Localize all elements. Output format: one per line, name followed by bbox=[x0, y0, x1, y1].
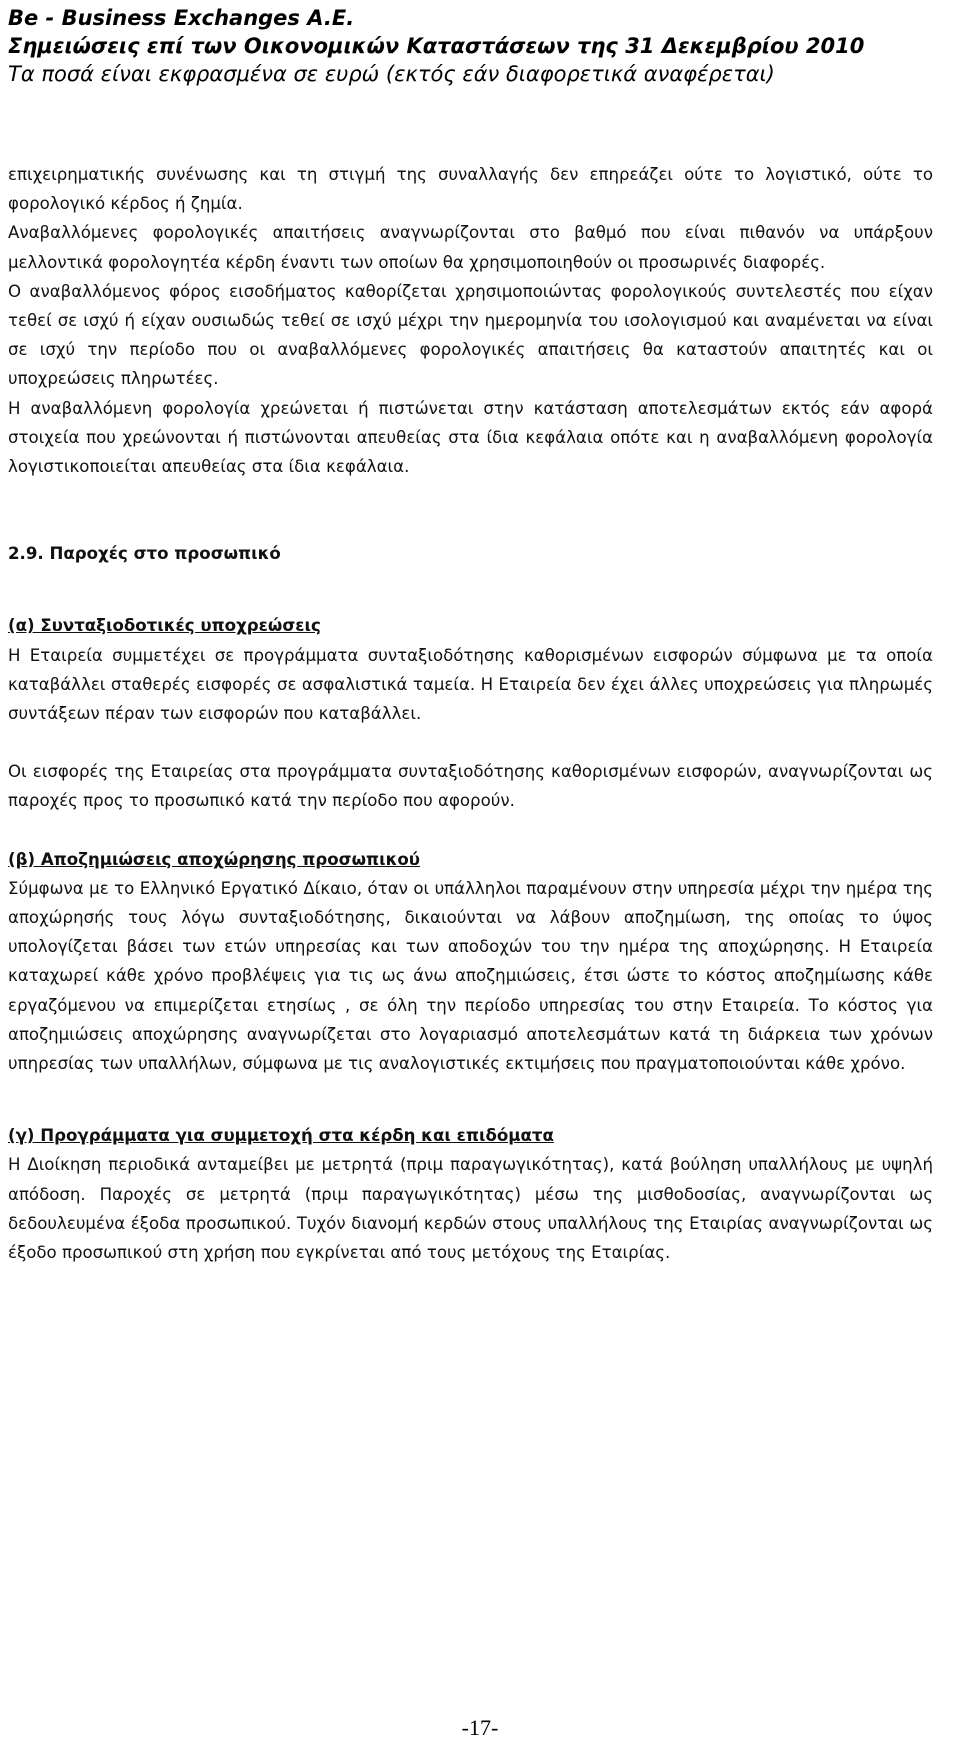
document-body bbox=[8, 160, 933, 1267]
section-heading-employee-benefits: 2.9. Παροχές στο προσωπικό bbox=[8, 544, 281, 564]
paragraph-deferred-tax-rates: Ο αναβαλλόμενος φόρος εισοδήματος καθορίζεται χρησιμοποιώντας φορολογικούς συντελεστές που είχαν τεθεί σε ισχύ ή είχαν ουσιωδώς τεθεί σε ισχύ μέχρι την ημερομηνία του ισολογισμού και αναμένεται να είναι σε ισχύ την περίοδο που οι αναβαλλόμενες φορολογικές απαιτήσεις θα καταστούν απαιτητές και οι υποχρεώσεις πληρωτέες. bbox=[8, 281, 933, 389]
paragraph-deferred-tax-charge: Η αναβαλλόμενη φορολογία χρεώνεται ή πιστώνεται στην κατάσταση αποτελεσμάτων εκτός εάν αφορά στοιχεία που χρεώνονται ή πιστώνονται απευθείας στα ίδια κεφάλαια οπότε και η αναβαλλόμενη φορολογία λογιστικοποιείται απευθείας στα ίδια κεφάλαια. bbox=[8, 398, 933, 477]
paragraph-pension-2: Οι εισφορές της Εταιρείας στα προγράμματα συνταξιοδότησης καθορισμένων εισφορών, αναγνωρίζονται ως παροχές προς το προσωπικό κατά την περίοδο που αφορούν. bbox=[8, 762, 933, 811]
document-title: Σημειώσεις επί των Οικονομικών Καταστάσεων της 31 Δεκεμβρίου 2010 bbox=[8, 34, 865, 58]
paragraph-deferred-tax-assets: Αναβαλλόμενες φορολογικές απαιτήσεις αναγνωρίζονται στο βαθμό που είναι πιθανόν να υπάρξουν μελλοντικά φορολογητέα κέρδη έναντι των οποίων θα χρησιμοποιηθούν οι προσωρινές διαφορές. bbox=[8, 223, 933, 272]
paragraph-profit-sharing: Η Διοίκηση περιοδικά ανταμείβει με μετρητά (πριμ παραγωγικότητας), κατά βούληση υπαλλήλους με υψηλή απόδοση. Παροχές σε μετρητά (πριμ παραγωγικότητας) μέσω της μισθοδοσίας, αναγνωρίζονται ως δεδουλευμένα έξοδα προσωπικού. Τυχόν διανομή κερδών στους υπαλλήλους της Εταιρίας αναγνωρίζονται ως έξοδο προσωπικού στη χρήση που εγκρίνεται από τους μετόχους της Εταιρίας. bbox=[8, 1155, 933, 1263]
paragraph-business-combination: επιχειρηματικής συνένωσης και τη στιγμή της συναλλαγής δεν επηρεάζει ούτε το λογιστικό, ούτε το φορολογικό κέρδος ή ζημία. bbox=[8, 165, 933, 214]
paragraph-pension-1: Η Εταιρεία συμμετέχει σε προγράμματα συνταξιοδότησης καθορισμένων εισφορών σύμφωνα με τα οποία καταβάλλει σταθερές εισφορές σε ασφαλιστικά ταμεία. Η Εταιρεία δεν έχει άλλες υποχρεώσεις για πληρωμές συντάξεων πέραν των εισφορών που καταβάλλει. bbox=[8, 645, 933, 724]
subsection-title-pension: (α) Συνταξιοδοτικές υποχρεώσεις bbox=[8, 616, 321, 636]
paragraph-severance: Σύμφωνα με το Ελληνικό Εργατικό Δίκαιο, όταν οι υπάλληλοι παραμένουν στην υπηρεσία μέχρι την ημέρα της αποχώρησής τους λόγω συνταξιοδότησης, δικαιούνται να λάβουν αποζημίωση, της οποίας το ύψος υπολογίζεται βάσει των ετών υπηρεσίας και των αποδοχών του την ημέρα της αποχώρησης. Η Εταιρεία καταχωρεί κάθε χρόνο προβλέψεις για τις ως άνω αποζημιώσεις, έτσι ώστε το κόστος αποζημίωσης κάθε εργαζόμενου να επιμερίζεται ετησίως , σε όλη την περίοδο υπηρεσίας του στην Εταιρεία. Το κόστος για αποζημιώσεις αποχώρησης αναγνωρίζεται στο λογαριασμό αποτελεσμάτων κατά τη διάρκεια των χρόνων υπηρεσίας των υπαλλήλων, σύμφωνα με τις αναλογιστικές εκτιμήσεις που πραγματοποιούνται κάθε χρόνο. bbox=[8, 878, 933, 1074]
page-header bbox=[8, 4, 938, 88]
document-subtitle: Τα ποσά είναι εκφρασμένα σε ευρώ (εκτός εάν διαφορετικά αναφέρεται) bbox=[8, 62, 775, 86]
subsection-title-profit-sharing: (γ) Προγράμματα για συμμετοχή στα κέρδη και επιδόματα bbox=[8, 1126, 554, 1146]
subsection-title-severance: (β) Αποζημιώσεις αποχώρησης προσωπικού bbox=[8, 849, 420, 869]
company-name: Be - Business Exchanges A.E. bbox=[8, 6, 355, 30]
page-number: -17- bbox=[461, 1715, 499, 1740]
